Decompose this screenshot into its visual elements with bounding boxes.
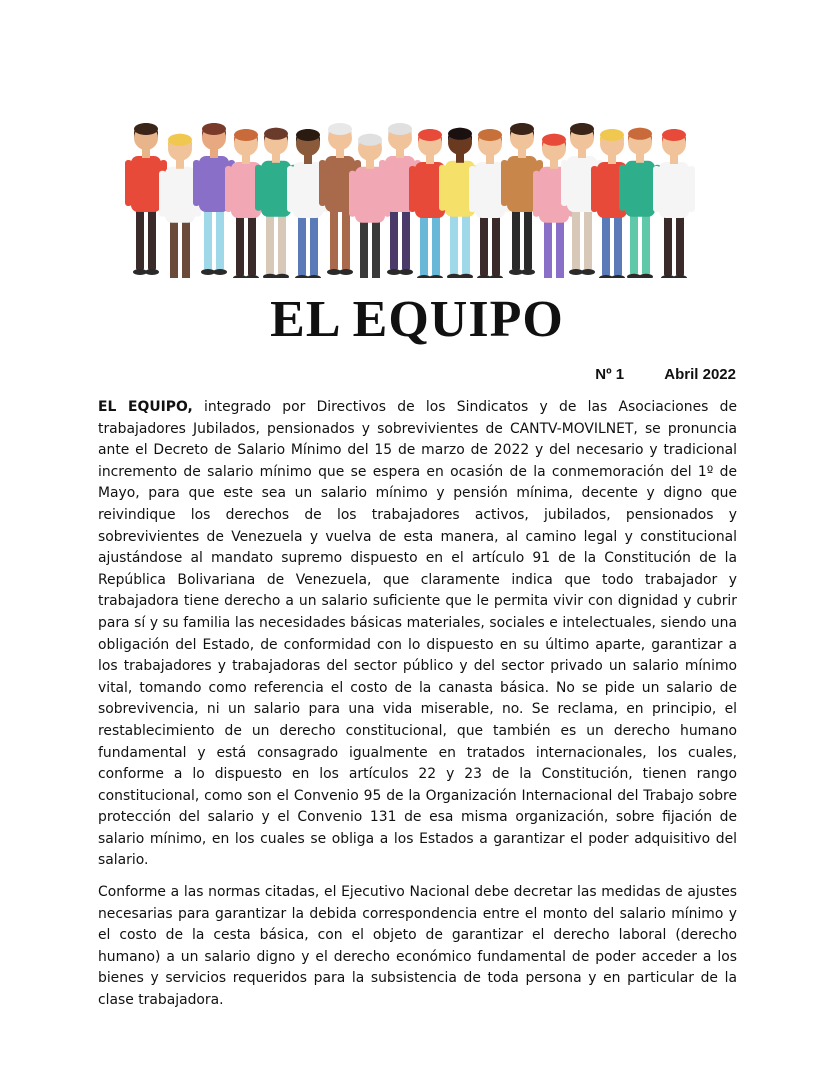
paragraph-1 (98, 397, 737, 872)
group-of-people-illustration (118, 108, 718, 278)
paragraph-1-lead: EL EQUIPO, (98, 399, 193, 415)
person-figure (159, 134, 201, 278)
person-figure (653, 129, 695, 278)
person-figure (349, 134, 391, 278)
newsletter-title: EL EQUIPO (270, 291, 564, 348)
issue-info (595, 366, 736, 383)
paragraph-1-text: integrado por Directivos de los Sindicatos y de las Asociaciones de trabajadores Jubilados, pensionados y sobrevivientes de CANTV-MOVILNET, se pronuncia ante el Decreto de Salario Mínimo del 15 de marzo de 2022 y del necesario y tradicional incremento de salario mínimo que se espera en ocasión de la conmemoración del 1º de Mayo, para que este sea un salario mínimo y pensión mínima, decente y digno que reivindique los derechos de los trabajadores activos, jubilados, pensionados y sobrevivientes de Venezuela y vuelva de esta manera, al camino legal y constitucional ajustándose al mandato supremo dispuesto en el artículo 91 de la Constitución de la República Bolivariana de Venezuela, que claramente indica que todo trabajador y trabajadora tiene derecho a un salario suficiente que le permita vivir con dignidad y cubrir para sí y su familia las necesidades básicas materiales, sociales e intelectuales, siendo una obligación del Estado, de conformidad con lo dispuesto en su último aparte, garantizar a los trabajadores y trabajadoras del sector público y del sector privado un salario mínimo vital, tomando como referencia el costo de la canasta básica. No se pide un salario de sobrevivencia, ni un salario para una vida miserable, no. Se reclama, en principio, el restablecimiento de un derecho constitucional, que también es un derecho humano fundamental y está consagrado igualmente en tratados internacionales, los cuales, conforme a lo dispuesto en los artículos 22 y 23 de la Constitución, tienen rango constitucional, como son el Convenio 95 de la Organización Internacional del Trabajo sobre protección del salario y el Convenio 131 de esa misma organización, sobre fijación de salario mínimo, en los cuales se obliga a los Estados a garantizar el poder adquisitivo del salario. (98, 399, 738, 869)
issue-number: Nº 1 (595, 366, 625, 383)
issue-date: Abril 2022 (664, 366, 736, 383)
paragraph-2: Conforme a las normas citadas, el Ejecutivo Nacional debe decretar las medidas de ajustes necesarias para garantizar la debida correspondencia entre el monto del salario mínimo y el costo de la cesta básica, con el objeto de garantizar el derecho laboral (derecho humano) a un salario digno y el derecho económico fundamental de poder acceder a los bienes y servicios requeridos para la subsistencia de toda persona y en particular de la clase trabajadora. (98, 884, 737, 1009)
article-body (98, 397, 737, 1022)
